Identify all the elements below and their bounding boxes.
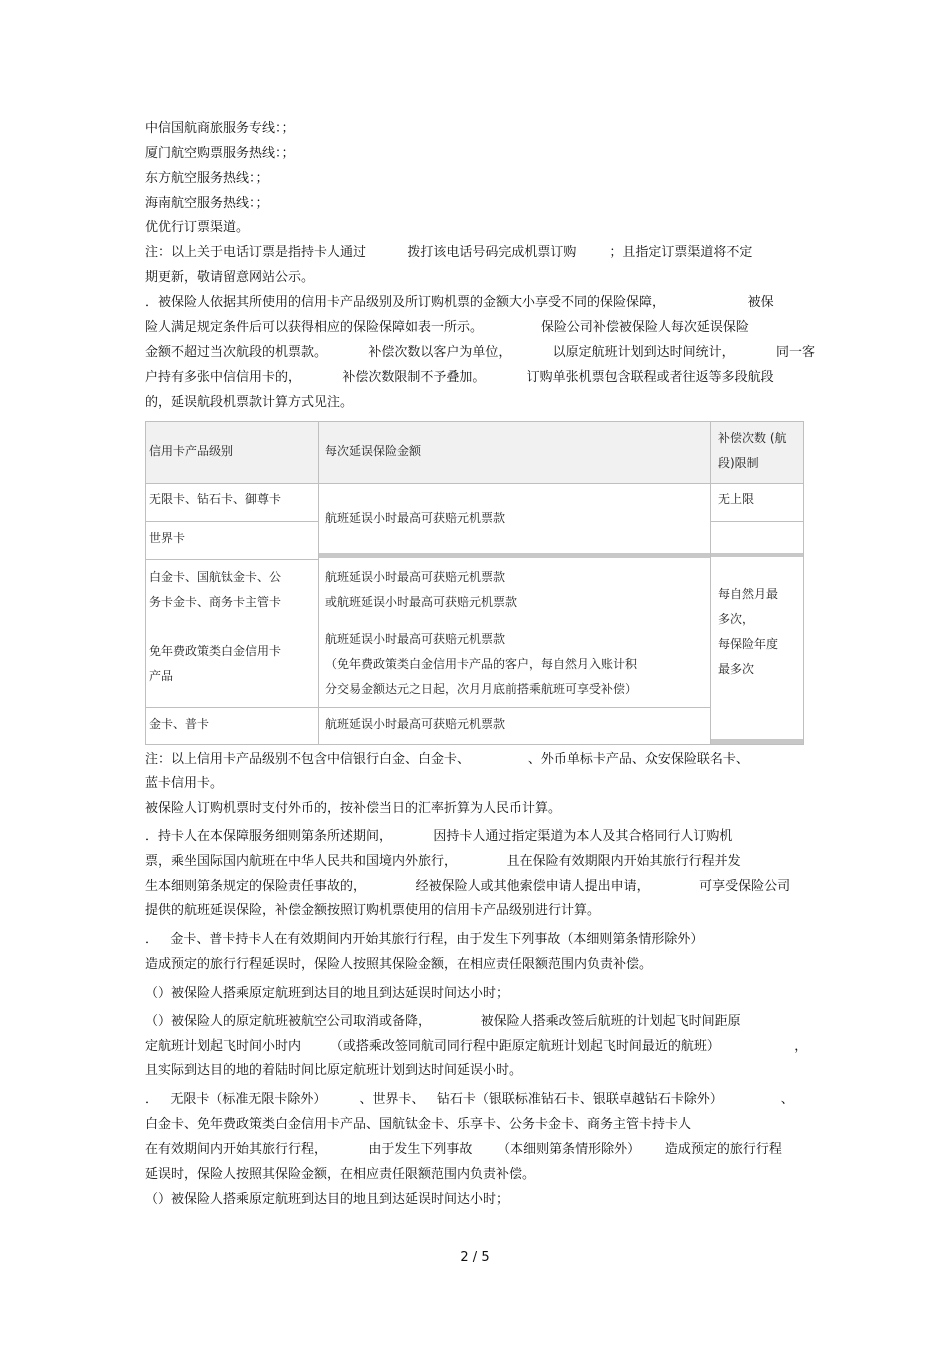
text-line: 注：以上信用卡产品级别不包含中信银行白金、白金卡、 、外币单标卡产品、众安保险联名卡、 [145, 752, 749, 767]
text-line: 中信国航商旅服务专线：； [145, 121, 295, 136]
column-divider [710, 421, 711, 745]
text-line: 注：以上关于电话订票是指持卡人通过 拨打该电话号码完成机票订购 ；且指定订票渠道将不定 [145, 245, 753, 260]
header-limit: 补偿次数 (航 段)限制 [718, 431, 787, 470]
text-line: 的，延误航段机票款计算方式见注。 [145, 395, 354, 410]
column-divider [318, 421, 319, 745]
level-gold: 金卡、普卡 [149, 717, 210, 731]
text-line: 险人满足规定条件后可以获得相应的保险保障如表一所示。 保险公司补偿被保险人每次延误保险 [145, 320, 749, 335]
table-border [145, 744, 804, 745]
amount-gold: 航班延误小时最高可获赔元机票款 [325, 717, 506, 731]
text-line: ． 无限卡（标准无限卡除外） 、世界卡、 钻石卡（银联标准钻石卡、银联卓越钻石卡除外） 、 [145, 1092, 794, 1107]
text-line: 优优行订票渠道。 [145, 220, 250, 235]
text-line: 在有效期间内开始其旅行行程， 由于发生下列事故 （本细则第条情形除外） 造成预定的旅行行程 [145, 1142, 782, 1157]
text-line: 延误时，保险人按照其保险金额，在相应责任限额范围内负责补偿。 [145, 1167, 536, 1182]
text-line: 金额不超过当次航段的机票款。 补偿次数以客户为单位， 以原定航班计划到达时间统计， 同一客 [145, 345, 815, 360]
row-divider [145, 483, 804, 484]
text-line: 票，乘坐国际国内航班在中华人民共和国境内外旅行， 且在保险有效期限内开始其旅行行程并发 [145, 854, 741, 869]
text-line: ．被保险人依据其所使用的信用卡产品级别及所订购机票的金额大小享受不同的保险保障， 被保 [145, 295, 774, 310]
row-divider [710, 521, 804, 522]
text-line: ．持卡人在本保障服务细则第条所述期间， 因持卡人通过指定渠道为本人及其合格同行人订购机 [145, 829, 733, 844]
text-line: ． 金卡、普卡持卡人在有效期间内开始其旅行行程，由于发生下列事故（本细则第条情形除外） [145, 932, 704, 947]
text-line: 户持有多张中信信用卡的， 补偿次数限制不予叠加。 订购单张机票包含联程或者往返等多段航段 [145, 370, 774, 385]
table-header-bg [145, 421, 804, 483]
table-border [145, 421, 804, 422]
text-line: 生本细则第条规定的保险责任事故的， 经被保险人或其他索偿申请人提出申请， 可享受保险公司 [145, 879, 791, 894]
text-line: 期更新，敬请留意网站公示。 [145, 270, 315, 285]
text-line: 被保险人订购机票时支付外币的，按补偿当日的汇率折算为人民币计算。 [145, 801, 562, 816]
text-line: 海南航空服务热线：； [145, 196, 269, 211]
text-line: 东方航空服务热线：； [145, 171, 269, 186]
row-divider [145, 559, 318, 560]
amount-top: 航班延误小时最高可获赔元机票款 [325, 511, 506, 525]
header-amount: 每次延误保险金额 [325, 444, 422, 458]
limit-other: 每自然月最 多次， 每保险年度 最多次 [718, 587, 779, 676]
coverage-table [145, 421, 804, 745]
limit-unlimited: 无上限 [718, 492, 755, 506]
level-platinum: 白金卡、国航钛金卡、公 务卡金卡、商务卡主管卡 [149, 570, 282, 609]
table-border [803, 421, 804, 745]
text-line: 造成预定的旅行行程延误时，保险人按照其保险金额，在相应责任限额范围内负责补偿。 [145, 957, 653, 972]
cell-separator [711, 553, 803, 557]
text-line: 白金卡、免年费政策类白金信用卡产品、国航钛金卡、乐享卡、公务卡金卡、商务主管卡持卡人 [145, 1117, 692, 1132]
row-divider [318, 707, 710, 708]
cell-separator [711, 739, 803, 744]
header-card-level: 信用卡产品级别 [149, 444, 234, 458]
amount-platinum: 航班延误小时最高可获赔元机票款 或航班延误小时最高可获赔元机票款 [325, 570, 518, 609]
page-number: 2 / 5 [460, 1250, 490, 1265]
text-line: （）被保险人的原定航班被航空公司取消或备降， 被保险人搭乘改签后航班的计划起飞时间距原 [145, 1014, 741, 1029]
row-divider [145, 521, 318, 522]
amount-free-platinum: 航班延误小时最高可获赔元机票款 （免年费政策类白金信用卡产品的客户，每自然月入账计积 分交易金额达元之日起，次月月底前搭乘航班可享受补偿） [325, 632, 638, 696]
row-divider [145, 707, 318, 708]
text-line: 蓝卡信用卡。 [145, 776, 224, 791]
table-border [145, 421, 146, 745]
level-world: 世界卡 [149, 531, 186, 545]
text-line: 且实际到达目的地的着陆时间比原定航班计划到达时间延误小时。 [145, 1063, 523, 1078]
text-line: 提供的航班延误保险，补偿金额按照订购机票使用的信用卡产品级别进行计算。 [145, 903, 601, 918]
text-line: （）被保险人搭乘原定航班到达目的地且到达延误时间达小时； [145, 986, 510, 1001]
text-line: 定航班计划起飞时间小时内 （或搭乘改签同航司同行程中距原定航班计划起飞时间最近的航班） ， [145, 1039, 808, 1054]
level-free-platinum: 免年费政策类白金信用卡 产品 [149, 644, 282, 683]
cell-separator [319, 553, 710, 558]
text-line: 厦门航空购票服务热线：； [145, 146, 295, 161]
text-line: （）被保险人搭乘原定航班到达目的地且到达延误时间达小时； [145, 1192, 510, 1207]
level-unlimited: 无限卡、钻石卡、御尊卡 [149, 492, 282, 506]
